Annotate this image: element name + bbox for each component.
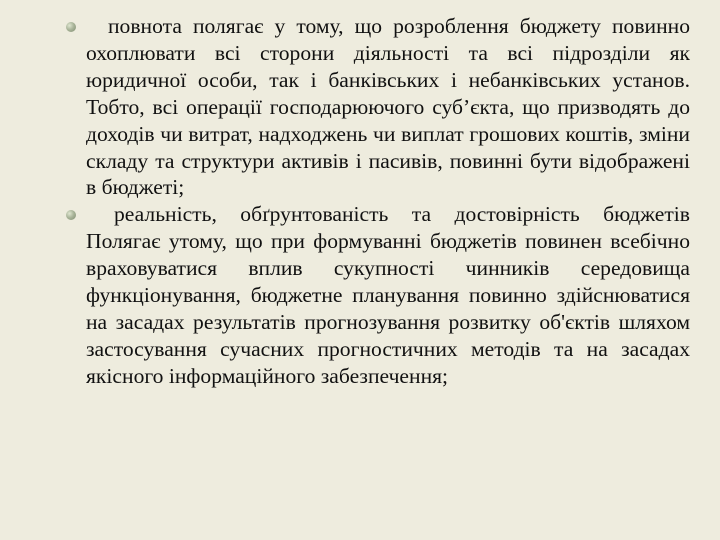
bullet-text: повнота полягає у тому, що розроблення бюджету повинно охоплювати всі сторони діяльності та всі підрозділи як юридичної особи, так і банківських і небанківських установ. Тобто, всі операції господарюючого суб’єкта, що призводять до доходів чи витрат, надходжень чи виплат грошових коштів, зміни складу та структури активів і пасивів, повинні бути відображені в бюджеті; <box>86 14 690 200</box>
bullet-dot-icon <box>66 210 76 220</box>
bullet-text: реальність, обґрунтованість та достовірність бюджетів Полягає утому, що при формуванні бюджетів повинен всебічно враховуватися вплив сукупності чинників середовища функціонування, бюджетне планування повинно здійснюватися на засадах результатів прогнозування розвитку об'єктів шляхом застосування сучасних прогностичних методів та на засадах якісного інформаційного забезпечення; <box>86 202 690 388</box>
bullet-dot-icon <box>66 22 76 32</box>
bullet-list <box>86 13 690 390</box>
bullet-item-completeness <box>86 13 690 201</box>
bullet-item-reality <box>86 201 690 389</box>
